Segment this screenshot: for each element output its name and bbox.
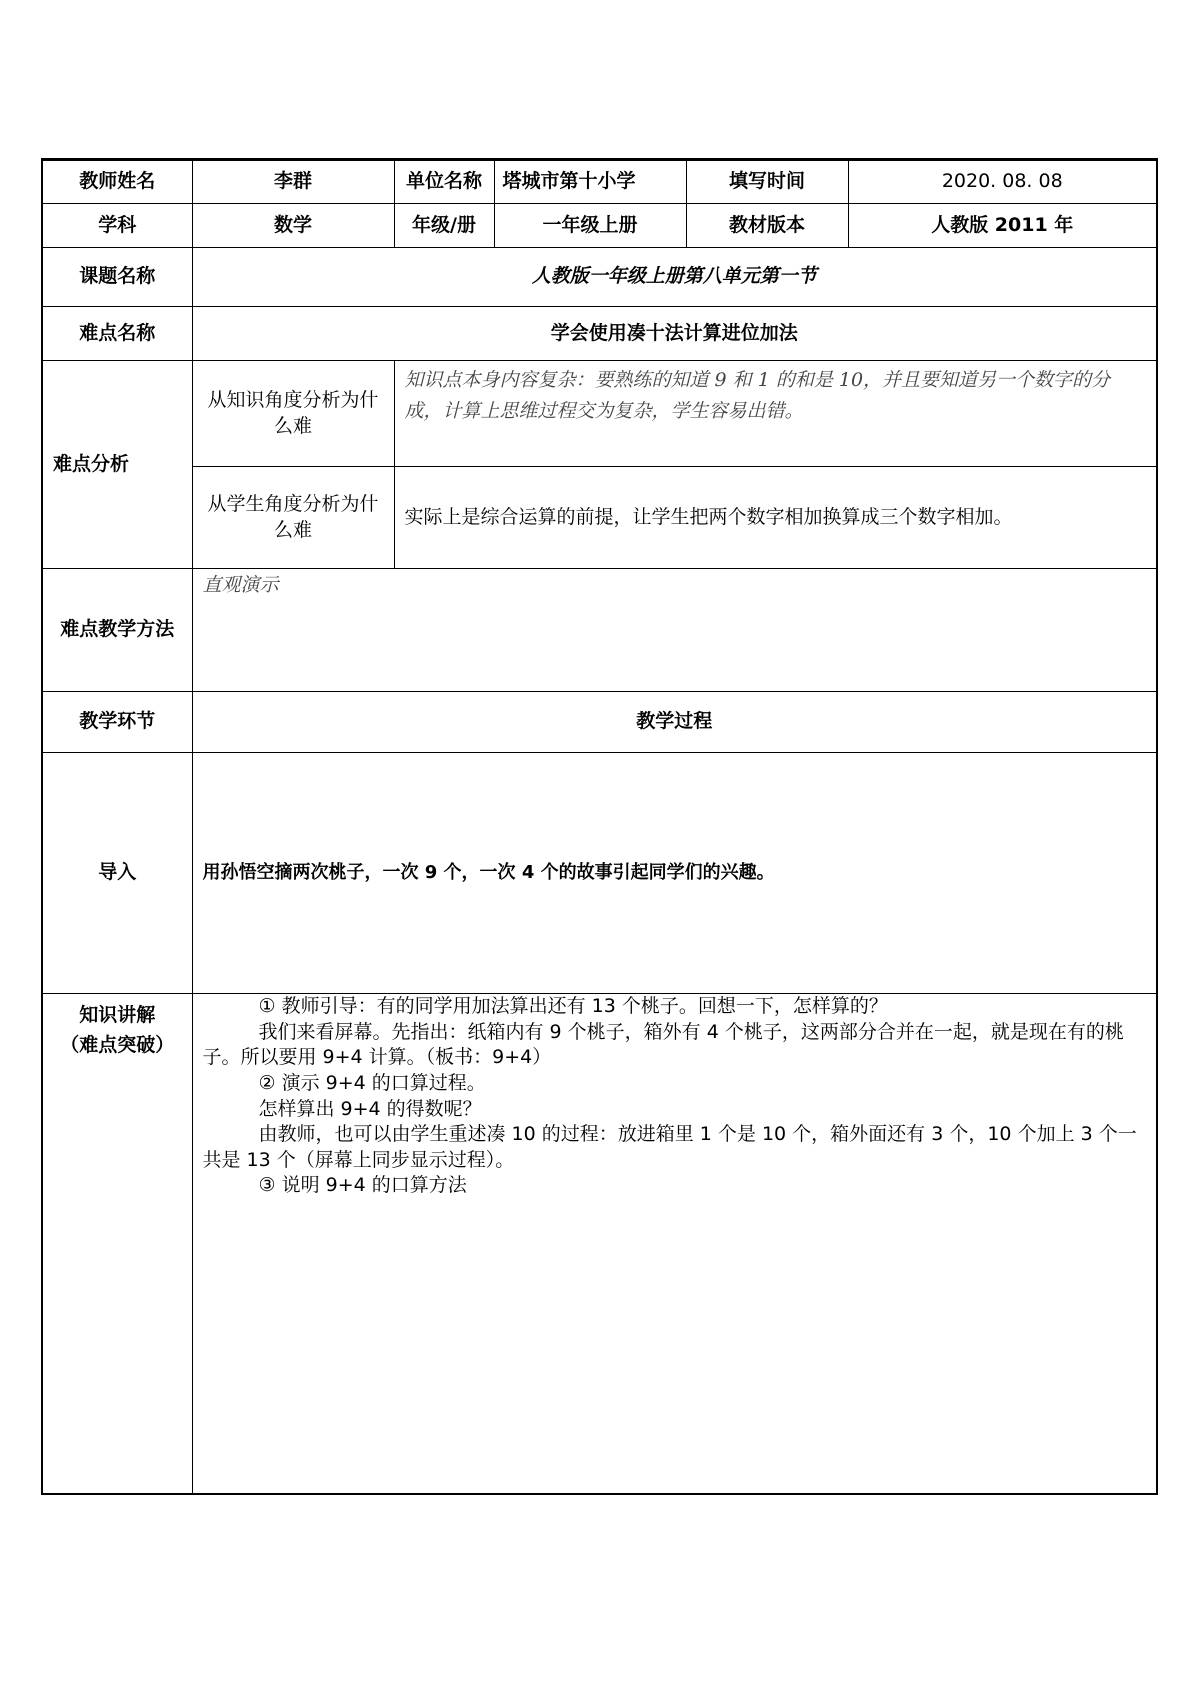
- edition-value: 人教版 2011 年: [848, 204, 1157, 248]
- subject-label: 学科: [42, 204, 192, 248]
- difficulty-row: [42, 307, 1157, 361]
- knowledge-angle-text: 知识点本身内容复杂：要熟练的知道 9 和 1 的和是 10，并且要知道另一个数字的分成，计算上思维过程交为复杂，学生容易出错。: [394, 361, 1157, 467]
- fill-date: 2020. 08. 08: [848, 160, 1157, 204]
- process-section-label: 教学环节: [42, 692, 192, 753]
- grade-value: 一年级上册: [494, 204, 686, 248]
- explain-paragraph: 由教师，也可以由学生重述凑 10 的过程：放进箱里 1 个是 10 个，箱外面还有 3 个，10 个加上 3 个一共是 13 个（屏幕上同步显示过程）。: [202, 1123, 1137, 1171]
- topic-value: 人教版一年级上册第八单元第一节: [192, 248, 1157, 307]
- explain-label-line-1: 知识讲解: [79, 1004, 156, 1026]
- difficulty-value: 学会使用凑十法计算进位加法: [192, 307, 1157, 361]
- student-angle-label: 从学生角度分析为什么难: [192, 467, 394, 569]
- unit-label: 单位名称: [394, 160, 494, 204]
- intro-label: 导入: [42, 753, 192, 994]
- difficulty-label: 难点名称: [42, 307, 192, 361]
- explain-paragraph: 怎样算出 9+4 的得数呢？: [258, 1097, 482, 1120]
- method-value: 直观演示: [192, 569, 1157, 692]
- teacher-label: 教师姓名: [42, 160, 192, 204]
- intro-text: 用孙悟空摘两次桃子，一次 9 个，一次 4 个的故事引起同学们的兴趣。: [192, 753, 1157, 994]
- header-row-1: [42, 160, 1157, 204]
- unit-name: 塔城市第十小学: [494, 160, 686, 204]
- intro-row: [42, 753, 1157, 994]
- topic-row: [42, 248, 1157, 307]
- student-angle-text: 实际上是综合运算的前提，让学生把两个数字相加换算成三个数字相加。: [394, 467, 1157, 569]
- lesson-plan-table: [41, 158, 1158, 1495]
- edition-label: 教材版本: [686, 204, 848, 248]
- explain-paragraph: ③ 说明 9+4 的口算方法: [258, 1174, 467, 1197]
- explain-label-line-2: （难点突破）: [60, 1034, 175, 1056]
- date-label: 填写时间: [686, 160, 848, 204]
- analysis-row-student: [42, 467, 1157, 569]
- subject-value: 数学: [192, 204, 394, 248]
- explain-paragraph: ② 演示 9+4 的口算过程。: [258, 1071, 486, 1094]
- analysis-row-knowledge: [42, 361, 1157, 467]
- explain-paragraph: ① 教师引导：有的同学用加法算出还有 13 个桃子。回想一下，怎样算的？: [258, 995, 888, 1017]
- topic-label: 课题名称: [42, 248, 192, 307]
- process-title: 教学过程: [192, 692, 1157, 753]
- header-row-2: [42, 204, 1157, 248]
- grade-label: 年级/册: [394, 204, 494, 248]
- analysis-label: 难点分析: [42, 361, 192, 569]
- process-header-row: [42, 692, 1157, 753]
- explain-content: [192, 994, 1157, 1494]
- explain-row: [42, 994, 1157, 1494]
- explain-paragraph: 我们来看屏幕。先指出：纸箱内有 9 个桃子，箱外有 4 个桃子，这两部分合并在一起，就是现在有的桃子。所以要用 9+4 计算。（板书：9+4）: [202, 1020, 1124, 1069]
- explain-label: [42, 994, 192, 1494]
- method-label: 难点教学方法: [42, 569, 192, 692]
- teacher-name: 李群: [192, 160, 394, 204]
- method-row: [42, 569, 1157, 692]
- knowledge-angle-label: 从知识角度分析为什么难: [192, 361, 394, 467]
